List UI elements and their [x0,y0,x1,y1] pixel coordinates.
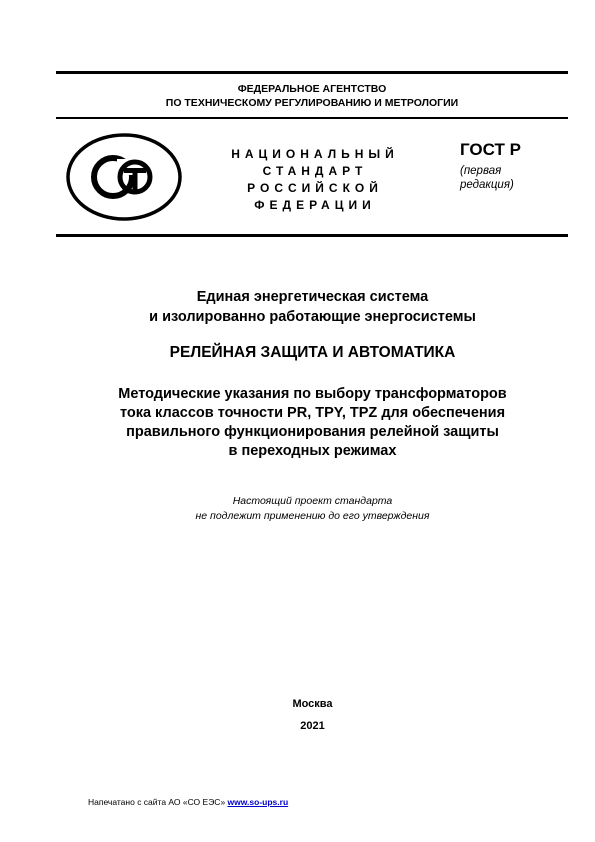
system-title-line-1: Единая энергетическая система [196,289,429,305]
footer-link[interactable]: www.so-ups.ru [227,797,289,807]
main-title: РЕЛЕЙНАЯ ЗАЩИТА И АВТОМАТИКА [169,344,456,361]
draft-note-line-1: Настоящий проект стандарта [232,495,393,507]
gost-code: ГОСТ Р [460,140,521,159]
subtitle-line-1: Методические указания по выбору трансформаторов [118,386,507,402]
standard-line-1: НАЦИОНАЛЬНЫЙ [231,147,399,161]
footer-source [88,797,288,807]
standard-line-4: ФЕДЕРАЦИИ [254,198,376,212]
agency-line-2: ПО ТЕХНИЧЕСКОМУ РЕГУЛИРОВАНИЮ И МЕТРОЛОГИИ [165,97,459,109]
system-title-line-2: и изолированно работающие энергосистемы [149,309,476,325]
edition-note-line-1: (первая [460,165,502,177]
imprint-city: Москва [292,698,333,710]
top-rule-thin [56,117,568,119]
draft-note-line-2: не подлежит применению до его утверждения [195,510,430,522]
agency-line-1: ФЕДЕРАЛЬНОЕ АГЕНТСТВО [237,83,387,95]
top-rule-thick [56,71,568,74]
subtitle-line-4: в переходных режимах [228,443,397,459]
standard-line-3: РОССИЙСКОЙ [247,181,383,195]
edition-note-line-2: редакция) [460,179,514,191]
footer-text: Напечатано с сайта АО «СО ЕЭС» [88,797,228,807]
standard-line-2: СТАНДАРТ [262,164,368,178]
header-bottom-rule [56,234,568,237]
subtitle-line-2: тока классов точности PR, TPY, TPZ для обеспечения [119,405,506,421]
subtitle-line-3: правильного функционирования релейной защиты [126,424,499,440]
imprint-year: 2021 [300,720,325,732]
gost-logo-icon [64,131,184,223]
